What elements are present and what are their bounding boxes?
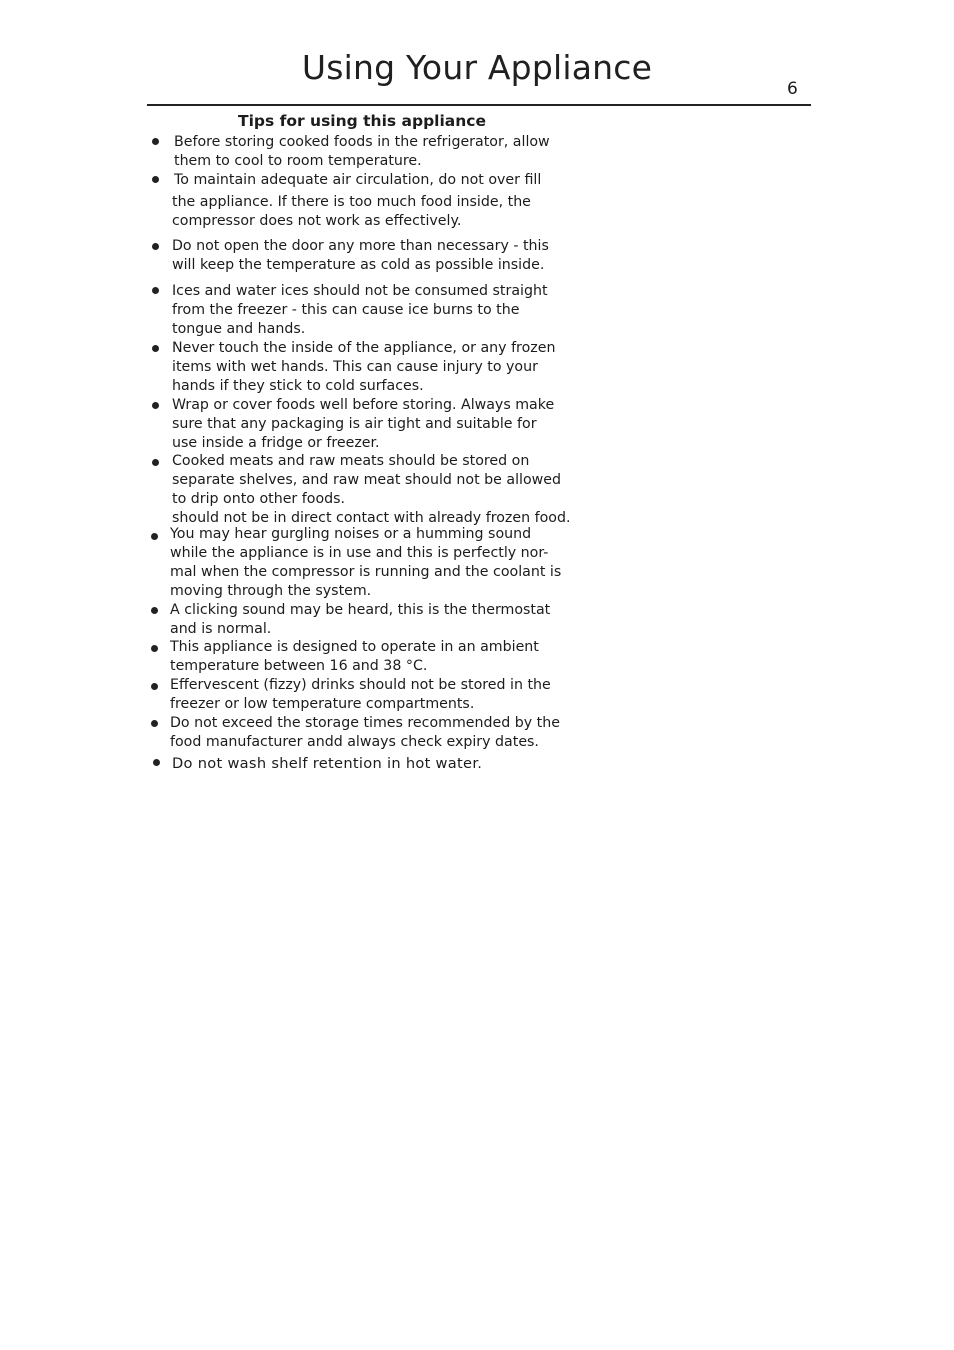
tip-line: Effervescent (fizzy) drinks should not be stored in the	[170, 677, 551, 693]
bullet-icon	[152, 459, 159, 466]
section-heading: Tips for using this appliance	[238, 112, 486, 130]
bullet-icon	[151, 683, 158, 690]
tip-line: from the freezer - this can cause ice burns to the	[172, 302, 520, 318]
tip-line: to drip onto other foods.	[172, 491, 346, 507]
bullet-icon	[152, 287, 159, 294]
bullet-icon	[151, 607, 158, 614]
header-divider	[147, 104, 811, 106]
tip-line: food manufacturer andd always check expiry dates.	[170, 734, 539, 750]
tip-line: mal when the compressor is running and the coolant is	[170, 564, 562, 580]
bullet-icon	[152, 243, 159, 250]
tip-line: To maintain adequate air circulation, do not over fill	[174, 172, 542, 188]
tip-line: the appliance. If there is too much food inside, the	[172, 194, 531, 210]
tip-line: Do not wash shelf retention in hot water.	[172, 755, 483, 772]
tip-line: Wrap or cover foods well before storing. Always make	[172, 397, 555, 413]
tip-line: Do not open the door any more than necessary - this	[172, 238, 549, 254]
tip-line: will keep the temperature as cold as possible inside.	[172, 257, 545, 273]
bullet-icon	[153, 759, 160, 766]
tip-line: Cooked meats and raw meats should be stored on	[172, 453, 530, 469]
tip-line: separate shelves, and raw meat should not be allowed	[172, 472, 561, 488]
tip-line: You may hear gurgling noises or a humming sound	[170, 526, 532, 542]
tip-line: tongue and hands.	[172, 321, 306, 337]
bullet-icon	[151, 720, 158, 727]
tip-line: This appliance is designed to operate in an ambient	[170, 639, 539, 655]
tip-line: and is normal.	[170, 621, 272, 637]
page-title: Using Your Appliance	[301, 48, 653, 87]
bullet-icon	[151, 645, 158, 652]
tip-line: sure that any packaging is air tight and suitable for	[172, 416, 537, 432]
tip-line: Do not exceed the storage times recommended by the	[170, 715, 560, 731]
tip-line: hands if they stick to cold surfaces.	[172, 378, 424, 394]
bullet-icon	[152, 345, 159, 352]
tip-line: use inside a fridge or freezer.	[172, 435, 380, 451]
tip-line: compressor does not work as effectively.	[172, 213, 462, 229]
tip-line: should not be in direct contact with already frozen food.	[172, 510, 571, 526]
page-number: 6	[787, 79, 798, 99]
tip-line: them to cool to room temperature.	[174, 153, 422, 169]
tip-line: A clicking sound may be heard, this is the thermostat	[170, 602, 551, 618]
tip-line: items with wet hands. This can cause injury to your	[172, 359, 538, 375]
tip-line: temperature between 16 and 38 °C.	[170, 658, 428, 674]
tip-line: freezer or low temperature compartments.	[170, 696, 475, 712]
bullet-icon	[152, 176, 159, 183]
tip-line: moving through the system.	[170, 583, 372, 599]
bullet-icon	[152, 402, 159, 409]
tip-line: Never touch the inside of the appliance, or any frozen	[172, 340, 556, 356]
bullet-icon	[151, 533, 158, 540]
tip-line: while the appliance is in use and this is perfectly nor-	[170, 545, 549, 561]
tip-line: Before storing cooked foods in the refrigerator, allow	[174, 134, 550, 150]
bullet-icon	[152, 138, 159, 145]
tip-line: Ices and water ices should not be consumed straight	[172, 283, 548, 299]
